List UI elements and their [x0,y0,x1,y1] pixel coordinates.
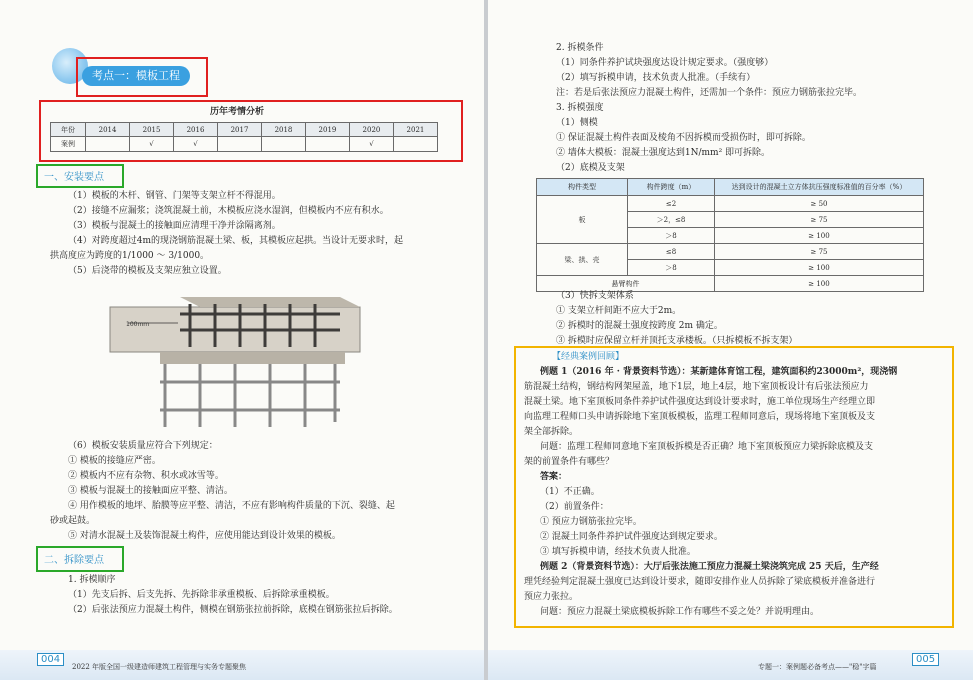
case-line: 问题：预应力混凝土梁底模板拆除工作有哪些不妥之处？并说明理由。 [540,607,820,617]
topic-title: 考点一：模板工程 [82,66,190,86]
year-cell: 2016 [174,123,218,137]
span-cell: ≤8 [628,244,715,260]
left-page [0,0,484,680]
case-line: ① 预应力钢筋张拉完毕。 [540,517,642,527]
span-cell: ＞8 [628,228,715,244]
header-cell: 构件类型 [537,179,628,196]
dimension-label: 100mm [126,321,150,328]
year-label: 年份 [51,123,86,137]
case-line: 例题 1（2016 年 · 背景资料节选）：某新建体育馆工程，建筑面积约23000m²，现浇钢 [540,367,898,377]
quality-line: ③ 模板与混凝土的接触面应平整、清洁。 [68,486,233,496]
content-line: （2）底模及支架 [556,163,625,173]
footer-text: 2022 年版全国一级建造师建筑工程管理与实务专题聚焦 [72,663,247,671]
case-label: 案例 [51,137,86,152]
check-cell: √ [349,137,393,152]
quality-line: （6）模板安装质量应符合下列规定： [68,441,218,451]
case-line: 问题：监理工程师同意地下室顶板拆模是否正确？地下室顶板预应力梁拆除底模及支 [540,442,874,452]
left-footer [0,650,484,680]
header-cell: 构件跨度（m） [628,179,715,196]
quality-line: ⑤ 对清水混凝土及装饰混凝土构件，应使用能达到设计效果的模板。 [68,531,341,541]
type-cell: 板 [537,196,628,244]
content-line: ② 拆模时的混凝土强度按跨度 2m 确定。 [556,321,723,331]
span-cell: ≤2 [628,196,715,212]
content-line: 2. 拆模条件 [556,43,604,53]
content-line: （2）填写拆模申请，技术负责人批准。（手续有） [556,73,756,83]
install-line: （4）对跨度超过4m的现浇钢筋混凝土梁、板，其模板应起拱。当设计无要求时，起 [68,236,403,246]
span-cell: ＞2，≤8 [628,212,715,228]
table-header-row [537,179,924,196]
case-review-title: 【经典案例回顾】 [552,352,625,362]
check-cell [305,137,349,152]
year-cell: 2014 [86,123,130,137]
content-line: 3. 拆模强度 [556,103,604,113]
check-cell [393,137,437,152]
content-line: （3）快拆支架体系 [556,291,634,301]
history-case-row [51,137,438,152]
section-heading-remove: 二、拆除要点 [44,555,104,566]
case-line: （2）前置条件： [540,502,609,512]
content-line: ① 保证混凝土构件表面及棱角不因拆模而受损伤时，即可拆除。 [556,133,811,143]
content-line: ③ 拆模时应保留立杆并顶托支承楼板。（只拆模板不拆支架） [556,336,798,346]
check-cell: √ [130,137,174,152]
case-line: 筋混凝土结构，钢结构网架屋盖，地下1层，地上4层，地下室顶板设计有后张法预应力 [524,382,869,392]
page-number: 005 [912,653,939,666]
footer-text: 专题一：案例题必备考点——"稳"字篇 [758,663,877,671]
content-line: 注：若是后张法预应力混凝土构件，还需加一个条件：预应力钢筋张拉完毕。 [556,88,863,98]
check-cell [86,137,130,152]
history-table [50,122,438,152]
check-cell: √ [174,137,218,152]
pct-cell: ≥ 75 [715,244,924,260]
content-line: ② 墙体大模板：混凝土强度达到1N/mm² 即可拆除。 [556,148,771,158]
table-row [537,196,924,212]
history-year-row [51,123,438,137]
page-number: 004 [37,653,64,666]
content-line: ① 支架立杆间距不应大于2m。 [556,306,682,316]
remove-line: （1）先支后拆、后支先拆、先拆除非承重模板、后拆除承重模板。 [68,590,335,600]
content-line: （1）同条件养护试块强度达设计规定要求。（强度够） [556,58,774,68]
pct-cell: ≥ 100 [715,276,924,292]
case-line: ③ 填写拆模申请，经技术负责人批准。 [540,547,696,557]
strength-table [536,178,924,292]
case-line: 向监理工程师口头申请拆除地下室顶板模板，监理工程师同意后，现场将地下室顶板及支 [524,412,876,422]
install-line: （1）模板的木杆、钢管、门架等支架立杆不得混用。 [68,191,281,201]
right-footer [488,650,973,680]
pct-cell: ≥ 75 [715,212,924,228]
pct-cell: ≥ 100 [715,228,924,244]
case-line: 答案： [540,472,568,482]
case-line: （1）不正确。 [540,487,600,497]
install-line: （5）后浇带的模板及支架应独立设置。 [68,266,227,276]
span-cell: ＞8 [628,260,715,276]
year-cell: 2020 [349,123,393,137]
check-cell [261,137,305,152]
pct-cell: ≥ 100 [715,260,924,276]
case-line: 例题 2（背景资料节选）：大厅后张法施工预应力混凝土梁浇筑完成 25 天后，生产经 [540,562,879,572]
case-line: 预应力张拉。 [524,592,579,602]
right-page [488,0,973,680]
case-line: 理凭经验判定混凝土强度已达到设计要求，随即安排作业人员拆除了梁底模板并准备进行 [524,577,876,587]
case-line: 架的前置条件有哪些？ [524,457,615,467]
year-cell: 2017 [218,123,262,137]
type-cell: 梁、拱、壳 [537,244,628,276]
check-cell [218,137,262,152]
case-line: 混凝土梁。地下室顶板同条件养护试件强度达到设计要求时，施工单位现场生产经理立即 [524,397,876,407]
case-line: ② 混凝土同条件养护试件强度达到规定要求。 [540,532,723,542]
history-table-title: 历年考情分析 [210,107,265,117]
content-line: （1）侧模 [556,118,598,128]
remove-line: （2）后张法预应力混凝土构件，侧模在钢筋张拉前拆除，底模在钢筋张拉后拆除。 [68,605,398,615]
section-heading-install: 一、安装要点 [44,172,104,183]
case-line: 架全部拆除。 [524,427,579,437]
formwork-illustration [90,292,380,432]
quality-line: 砂或起鼓。 [50,516,96,526]
quality-line: ① 模板的接缝应严密。 [68,456,161,466]
year-cell: 2021 [393,123,437,137]
pct-cell: ≥ 50 [715,196,924,212]
header-cell: 达到设计的混凝土立方体抗压强度标准值的百分率（%） [715,179,924,196]
quality-line: ④ 用作模板的地坪、胎膜等应平整、清洁，不应有影响构件质量的下沉、裂缝、起 [68,501,395,511]
remove-line: 1. 拆模顺序 [68,575,116,585]
table-row [537,244,924,260]
quality-line: ② 模板内不应有杂物、积水或冰雪等。 [68,471,224,481]
year-cell: 2015 [130,123,174,137]
type-cell: 悬臂构件 [537,276,715,292]
install-line: 拱高度应为跨度的1/1000 ～ 3/1000。 [50,251,210,261]
install-line: （3）模板与混凝土的接触面应清理干净并涂隔离剂。 [68,221,281,231]
year-cell: 2018 [261,123,305,137]
install-line: （2）接缝不应漏浆；浇筑混凝土前，木模板应浇水湿润，但模板内不应有积水。 [68,206,389,216]
topic-highlight-box [76,57,208,97]
year-cell: 2019 [305,123,349,137]
